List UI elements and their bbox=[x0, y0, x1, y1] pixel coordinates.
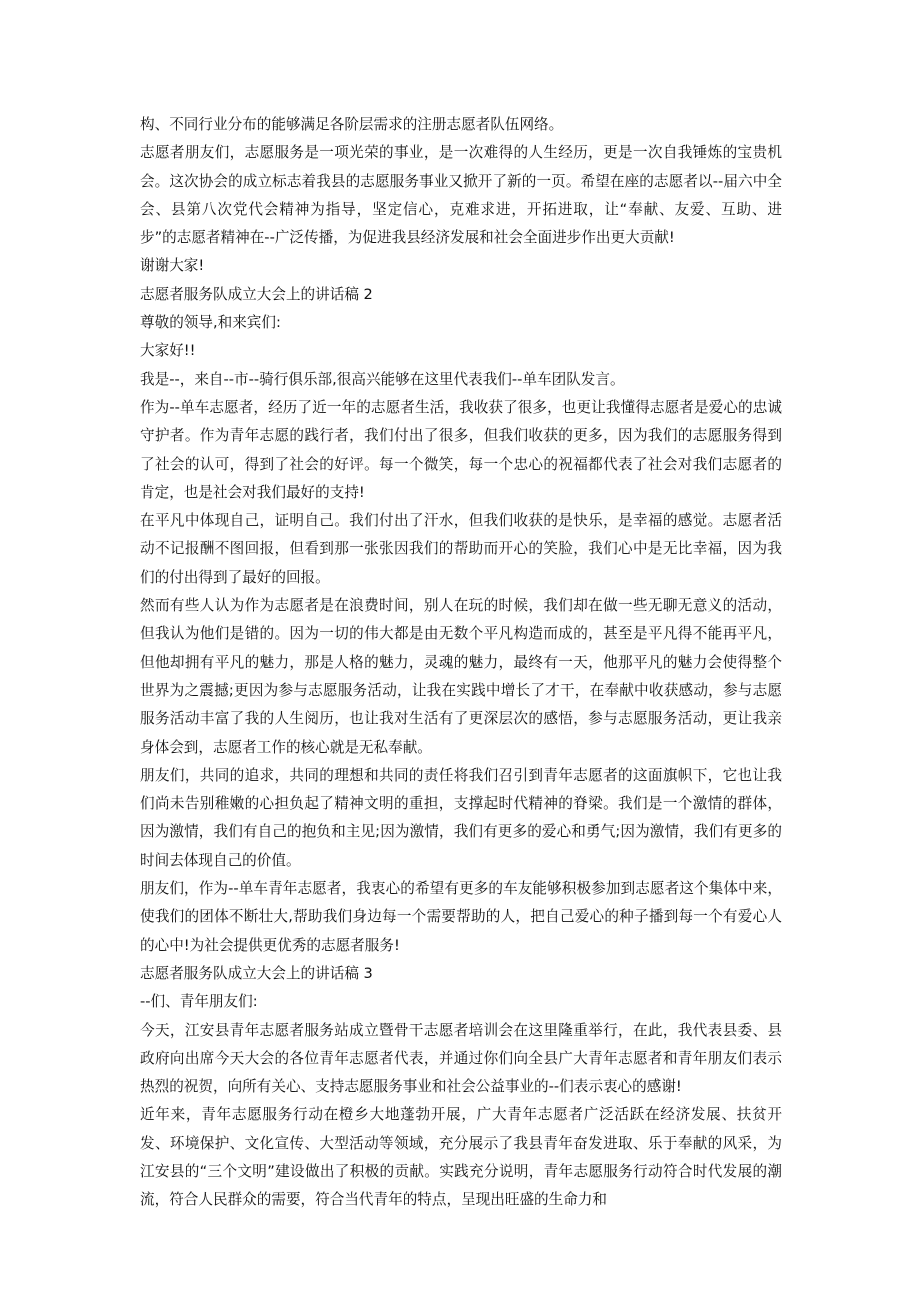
greeting-1: 大家好!! bbox=[140, 342, 196, 360]
paragraph-7: 我是--，来自--市--骑行俱乐部,很高兴能够在这里代表我们--单车团队发言。 bbox=[140, 370, 625, 388]
document-body bbox=[140, 111, 782, 1215]
paragraph-16: 近年来，青年志愿服务行动在橙乡大地蓬勃开展，广大青年志愿者广泛活跃在经济发展、扶贫开发、环境保护、文化宣传、大型活动等领域，充分展示了我县青年奋发进取、乐于奉献的风采，为江安县的“三个文明”建设做出了积极的贡献。实践充分说明，青年志愿服务行动符合时代发展的潮流，符合人民群众的需要，符合当代青年的特点，呈现出旺盛的生命力和 bbox=[140, 1106, 782, 1209]
paragraph-9: 在平凡中体现自己，证明自己。我们付出了汗水，但我们收获的是快乐，是幸福的感觉。志愿者活动不记报酬不图回报，但看到那一张张因我们的帮助而开心的笑脸，我们心中是无比幸福，因为我们的付出得到了最好的回报。 bbox=[140, 512, 782, 586]
salutation-1: 尊敬的领导,和来宾们: bbox=[140, 314, 281, 332]
section-title-3: 志愿者服务队成立大会上的讲话稿 3 bbox=[140, 964, 373, 982]
section-title-2: 志愿者服务队成立大会上的讲话稿 2 bbox=[140, 285, 373, 303]
paragraph-12: 朋友们，作为--单车青年志愿者，我衷心的希望有更多的车友能够积极参加到志愿者这个集体中来，使我们的团体不断壮大,帮助我们身边每一个需要帮助的人，把自己爱心的种子播到每一个有爱心人的心中!为社会提供更优秀的志愿者服务! bbox=[140, 880, 782, 954]
salutation-2: --们、青年朋友们: bbox=[140, 993, 258, 1011]
paragraph-10: 然而有些人认为作为志愿者是在浪费时间，别人在玩的时候，我们却在做一些无聊无意义的活动，但我认为他们是错的。因为一切的伟大都是由无数个平凡构造而成的，甚至是平凡得不能再平凡，但他却拥有平凡的魅力，那是人格的魅力，灵魂的魅力，最终有一天，他那平凡的魅力会使得整个世界为之震撼;更因为参与志愿服务活动，让我在实践中增长了才干，在奉献中收获感动，参与志愿服务活动丰富了我的人生阅历，也让我对生活有了更深层次的感悟，参与志愿服务活动，更让我亲身体会到，志愿者工作的核心就是无私奉献。 bbox=[140, 597, 782, 756]
paragraph-3: 谢谢大家! bbox=[140, 257, 205, 275]
paragraph-8: 作为--单车志愿者，经历了近一年的志愿者生活，我收获了很多，也更让我懂得志愿者是爱心的忠诚守护者。作为青年志愿的践行者，我们付出了很多，但我们收获的更多，因为我们的志愿服务得到了社会的认可，得到了社会的好评。每一个微笑，每一个忠心的祝福都代表了社会对我们志愿者的肯定，也是社会对我们最好的支持! bbox=[140, 398, 782, 501]
paragraph-11: 朋友们，共同的追求，共同的理想和共同的责任将我们召引到青年志愿者的这面旗帜下，它也让我们尚未告别稚嫩的心担负起了精神文明的重担，支撑起时代精神的脊梁。我们是一个激情的群体，因为激情，我们有自己的抱负和主见;因为激情，我们有更多的爱心和勇气;因为激情，我们有更多的时间去体现自己的价值。 bbox=[140, 766, 782, 869]
paragraph-15: 今天，江安县青年志愿者服务站成立暨骨干志愿者培训会在这里隆重举行，在此，我代表县委、县政府向出席今天大会的各位青年志愿者代表，并通过你们向全县广大青年志愿者和青年朋友们表示热烈的祝贺，向所有关心、支持志愿服务事业和社会公益事业的--们表示衷心的感谢! bbox=[140, 1021, 782, 1096]
paragraph-2: 志愿者朋友们，志愿服务是一项光荣的事业，是一次难得的人生经历，更是一次自我锤炼的宝贵机会。这次协会的成立标志着我县的志愿服务事业又掀开了新的一页。希望在座的志愿者以--届六中全会、县第八次党代会精神为指导，坚定信心，克难求进，开拓进取，让“奉献、友爱、互助、进步”的志愿者精神在--广泛传播，为促进我县经济发展和社会全面进步作出更大贡献! bbox=[140, 144, 782, 247]
paragraph-1: 构、不同行业分布的能够满足各阶层需求的注册志愿者队伍网络。 bbox=[140, 116, 564, 133]
